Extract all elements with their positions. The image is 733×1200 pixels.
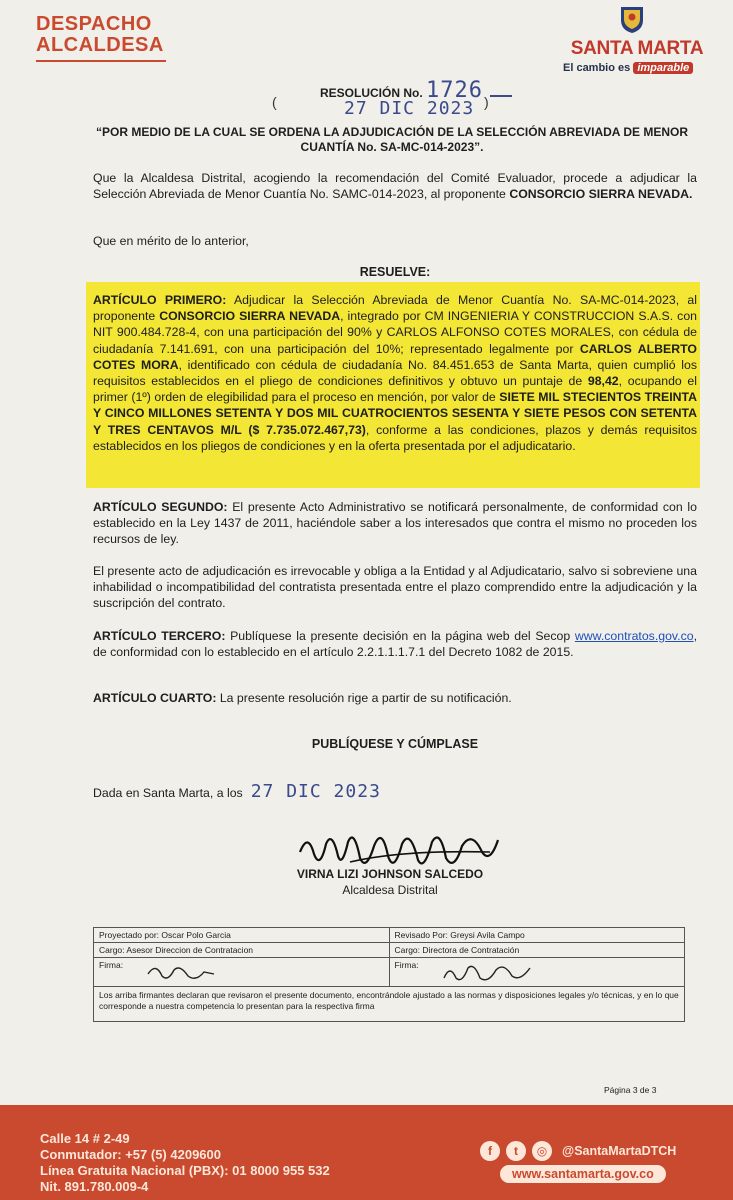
article-3: [93, 628, 697, 660]
footer-contact: [40, 1131, 330, 1195]
intro-paragraph: [93, 170, 697, 202]
facebook-icon[interactable]: f: [480, 1141, 500, 1161]
social-handle[interactable]: @SantaMartaDTCH: [562, 1144, 677, 1158]
resuelve-heading: RESUELVE:: [359, 265, 431, 279]
page-number: Página 3 de 3: [604, 1085, 657, 1095]
irrevocable-paragraph: El presente acto de adjudicación es irrevocable y obliga a la Entidad y al Adjudicatario, salvo si sobreviene una inhabilidad o incompatibilidad del contratista presentada entre el plazo comprendido entre la adjudicación y la suscripción del contrato.: [93, 564, 697, 610]
cargo-right-cell: Cargo: Directora de Contratación: [389, 943, 685, 957]
table-row: [94, 928, 684, 943]
article-1-amount: SIETE MIL STECIENTOS TREINTA Y CINCO MILLONES SETENTA Y DOS MIL CUATROCIENTOS SESENTA Y SIETE PESOS CON SETENTA Y TRES CENTAVOS M/L ($ 7.735.072.467,73): [93, 390, 697, 437]
article-4-label: ARTÍCULO CUARTO:: [93, 691, 217, 705]
slogan-pill: imparable: [633, 62, 693, 74]
approval-footnote: Los arriba firmantes declaran que revisaron el presente documento, encontrándole ajustado a las normas y disposiciones legales y/o técnicas, y en lo que corresponde a nuestra competencia lo presentan para la respectiva firma: [99, 990, 679, 1011]
article-2-label: ARTÍCULO SEGUNDO:: [93, 500, 228, 514]
footer-band: [0, 1105, 733, 1200]
article-4: [93, 690, 697, 706]
cargo-left-cell: Cargo: Asesor Direccion de Contratacion: [99, 945, 254, 955]
office-title: [36, 14, 164, 56]
office-line-1: DESPACHO: [36, 13, 152, 35]
initials-scribble: [440, 960, 540, 984]
article-1-consortium: CONSORCIO SIERRA NEVADA: [159, 309, 341, 324]
divider: [36, 60, 166, 62]
instagram-icon[interactable]: ◎: [532, 1141, 552, 1161]
footer-phone: Conmutador: +57 (5) 4209600: [40, 1147, 221, 1162]
article-3-label: ARTÍCULO TERCERO:: [93, 629, 226, 643]
footer-free-line: Línea Gratuita Nacional (PBX): 01 8000 955 532: [40, 1163, 330, 1178]
signer-name: VIRNA LIZI JOHNSON SALCEDO: [296, 867, 484, 881]
signer-role: Alcaldesa Distrital: [342, 883, 438, 897]
article-3-text: Publíquese la presente decisión en la página web del Secop: [225, 629, 575, 643]
date-bracket-left: (: [272, 94, 277, 110]
resolution-label: RESOLUCIÓN No.: [320, 86, 423, 100]
footer-address: Calle 14 # 2-49: [40, 1131, 130, 1146]
date-bracket-right: ): [484, 94, 489, 110]
city-shield-icon: [619, 4, 645, 34]
firma-left-cell: [94, 958, 389, 986]
approval-table: [93, 927, 685, 1022]
proyectado-cell: Proyectado por: Oscar Polo Garcia: [99, 930, 231, 940]
secop-link[interactable]: www.contratos.gov.co: [574, 629, 694, 643]
resolution-dash: [490, 95, 512, 97]
article-1-text: Adjudicar la Selección Abreviada de Menor Cuantía No. SA-MC-014-2023, al proponente: [93, 293, 697, 324]
article-2: [93, 499, 697, 547]
article-4-text: La presente resolución rige a partir de su notificación.: [216, 691, 512, 705]
social-links: [480, 1141, 676, 1161]
revisado-cell: Revisado Por: Greysi Avila Campo: [389, 928, 685, 942]
brand-name: SANTA MARTA: [570, 38, 704, 59]
article-3-text: , de conformidad con lo establecido en el artículo 2.2.1.1.1.7.1 del Decreto 1082 de 2015.: [93, 629, 697, 659]
merit-paragraph: Que en mérito de lo anterior,: [93, 234, 249, 248]
article-1-text: , ocupando el primer (1º) orden de elegibilidad para el proceso en mención, por valor de: [93, 374, 697, 405]
firma-label: Firma:: [394, 960, 419, 970]
article-2-text: El presente Acto Administrativo se notificará personalmente, de conformidad con lo establecido en la Ley 1437 de 2011, haciéndole saber a los interesados que contra el mismo no proceden los recursos de ley.: [93, 500, 697, 546]
firma-label: Firma:: [99, 960, 124, 970]
publiquese-heading: PUBLÍQUESE Y CÚMPLASE: [311, 737, 479, 751]
table-row: [94, 943, 684, 958]
resolution-title: “POR MEDIO DE LA CUAL SE ORDENA LA ADJUDICACIÓN DE LA SELECCIÓN ABREVIADA DE MENOR CUANTÍA No. SA-MC-014-2023”.: [95, 125, 689, 154]
brand-slogan: [563, 62, 693, 74]
table-row: [94, 958, 684, 987]
article-1: [93, 292, 697, 454]
article-1-text: , integrado por CM INGENIERIA Y CONSTRUCCION S.A.S. con NIT 900.484.728-4, con una participación del 90% y CARLOS ALFONSO COTES MORALES, con cédula de ciudadanía 7.141.691, con una participación del 10%; representado legalmente por: [93, 309, 698, 356]
dada-text: Dada en Santa Marta, a los: [93, 786, 243, 800]
article-1-score: 98,42: [587, 374, 619, 389]
dada-line: [93, 781, 697, 802]
website-link[interactable]: www.santamarta.gov.co: [500, 1165, 666, 1183]
dada-date-stamp: 27 DIC 2023: [250, 781, 381, 802]
footer-nit: Nit. 891.780.009-4: [40, 1179, 149, 1194]
slogan-text: El cambio es: [563, 62, 631, 74]
resolution-date-stamp: 27 DIC 2023: [344, 98, 475, 119]
office-line-2: ALCALDESA: [36, 34, 164, 56]
twitter-icon[interactable]: t: [506, 1141, 526, 1161]
article-1-text: , conforme a las condiciones, plazos y demás requisitos establecidos en los pliegos de condiciones y en la oferta presentada por el adjudicatario.: [93, 422, 697, 453]
initials-scribble: [144, 960, 244, 984]
article-1-text: , identificado con cédula de ciudadanía No. 84.451.653 de Santa Marta, quien cumplió los requisitos establecidos en el pliego de condiciones definitivos y obtuvo un puntaje de: [93, 357, 697, 389]
intro-text: Que la Alcaldesa Distrital, acogiendo la recomendación del Comité Evaluador, procede a adjudicar la Selección Abreviada de Menor Cuantía No. SAMC-014-2023, al proponente: [93, 171, 697, 201]
brand-logo: [557, 4, 717, 78]
article-1-representative: CARLOS ALBERTO COTES MORA: [93, 341, 697, 372]
firma-right-cell: [389, 958, 685, 986]
intro-bold: CONSORCIO SIERRA NEVADA.: [509, 187, 693, 201]
resolution-number: 1726: [426, 78, 483, 103]
article-1-label: ARTÍCULO PRIMERO:: [93, 293, 227, 307]
